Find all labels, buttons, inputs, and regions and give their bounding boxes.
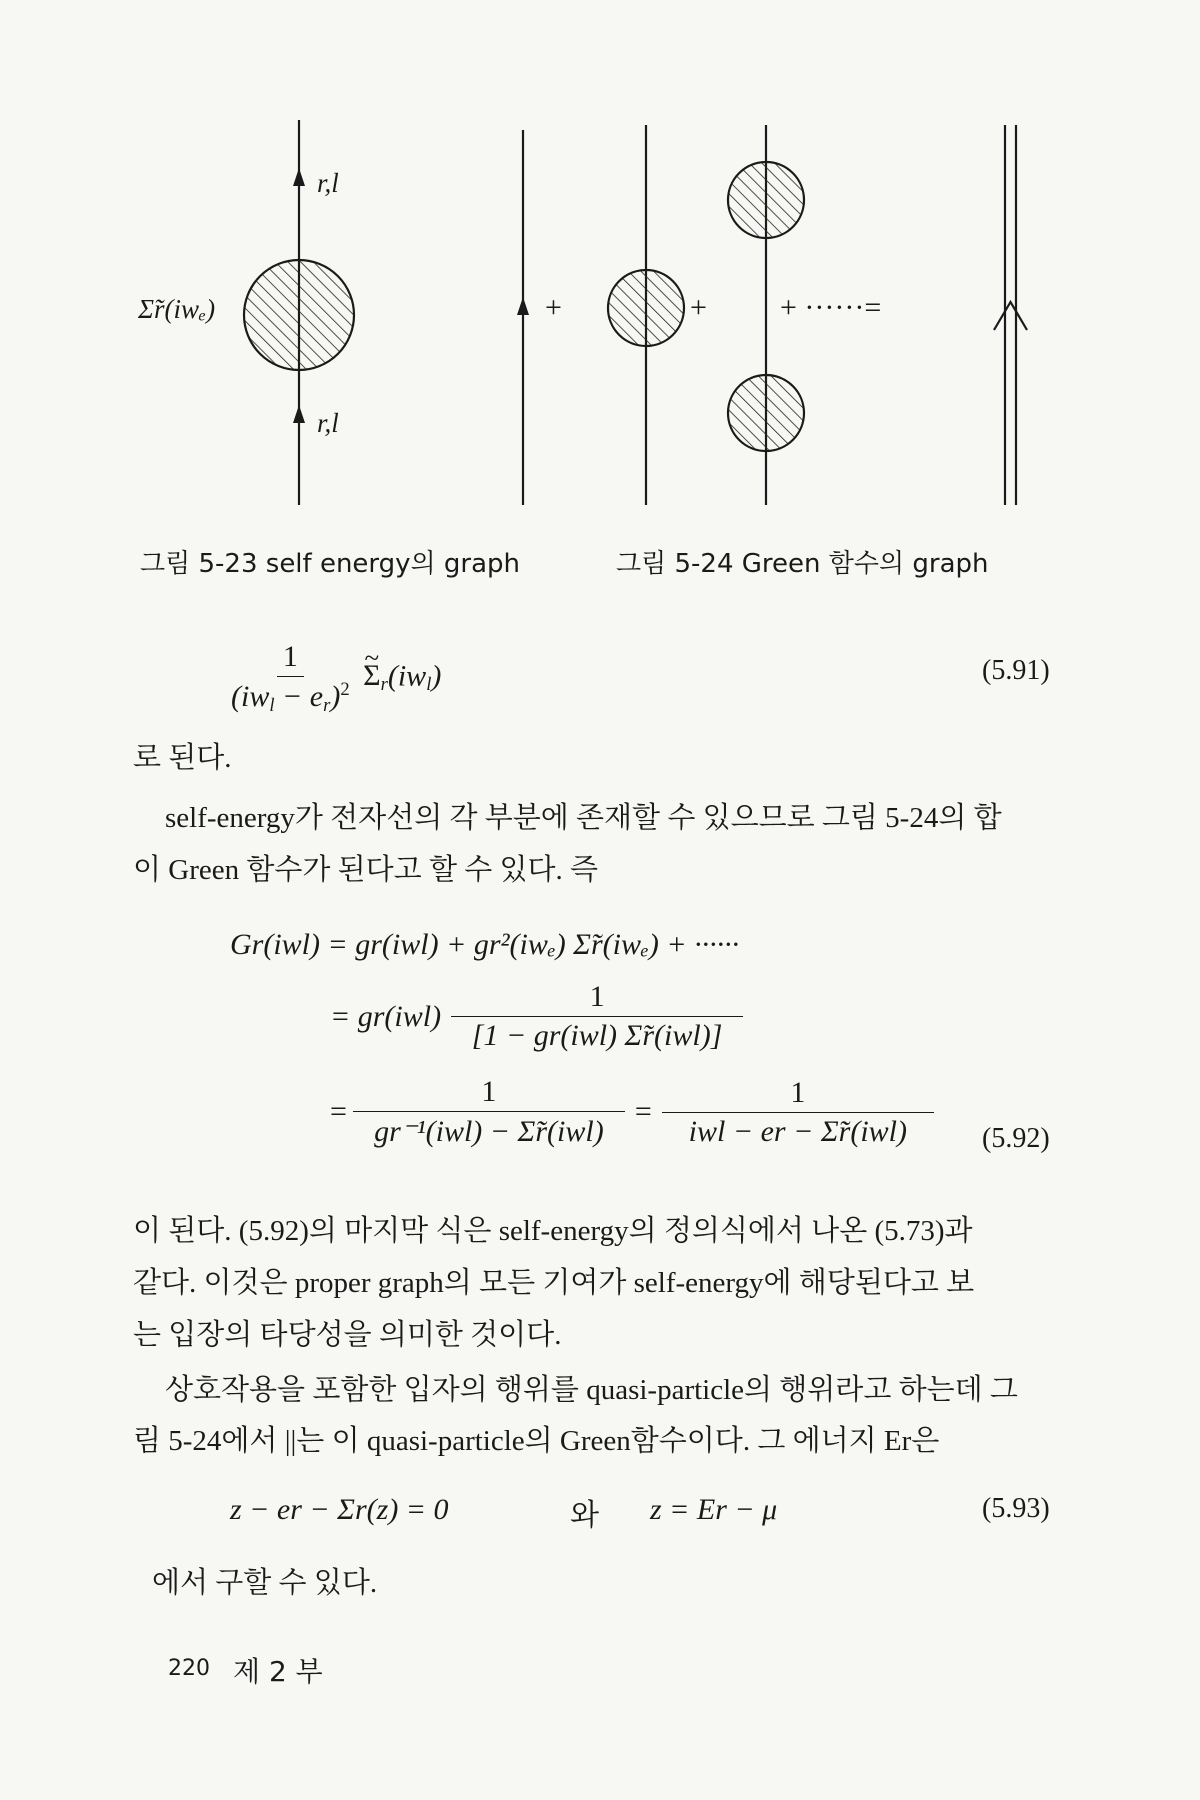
eq-591-den-sup: 2 <box>340 679 350 700</box>
eq-591-sigma: ~ Σ <box>363 659 380 693</box>
arrow-up-icon <box>293 168 305 186</box>
part-label: 제 2 부 <box>233 1655 323 1688</box>
eq-592-line3: = $\frac{1}{\text{gr⁻¹(iwl) − Σ̃r(iwl)}}$ = $\frac{1}{\text{iwl − er − Σ̃r(iwl)}}$ <box>330 1075 934 1149</box>
eq-591-arg-sub: l <box>426 673 432 695</box>
eq-593-right: z = Er − μ <box>650 1493 778 1526</box>
eq-592-line2-den: [1 − gr(iwl) Σ̃r(iwl)] <box>471 1019 723 1052</box>
eq-592-line3-den-b: iwl − er − Σ̃r(iwl) <box>688 1114 907 1148</box>
green-function-diagram <box>517 125 1027 505</box>
eq-number-5-91: (5.91) <box>982 655 1050 686</box>
label-rl-bottom: r,l <box>317 408 339 438</box>
text-line: 로 된다. <box>133 742 232 774</box>
eq-591-numerator: 1 <box>277 640 304 677</box>
text-line: 이 Green 함수가 된다고 할 수 있다. 즉 <box>133 854 599 886</box>
text-line: 이 된다. (5.92)의 마지막 식은 self-energy의 정의식에서 나온 (5.73)과 <box>133 1215 973 1247</box>
eq-591-arg-end: ) <box>431 659 442 693</box>
self-energy-blob <box>244 260 354 370</box>
eq-592-line2 <box>330 980 743 1053</box>
eq-number-5-93: (5.93) <box>982 1493 1050 1524</box>
self-energy-blob <box>608 270 684 346</box>
self-energy-blob <box>728 162 804 238</box>
eq-592-line2-num: 1 <box>451 980 743 1017</box>
eq-591-den-mid: − e <box>274 680 324 714</box>
eq-591-den-sub-l: l <box>269 694 275 716</box>
text-line: 에서 구할 수 있다. <box>152 1567 378 1599</box>
plus-sign-1: + <box>545 291 562 324</box>
text-line: 는 입장의 타당성을 의미한 것이다. <box>133 1319 562 1351</box>
caption-fig-5-24: 그림 5-24 Green 함수의 graph <box>616 549 989 579</box>
caption-fig-5-23: 그림 5-23 self energy의 graph <box>140 549 521 579</box>
eq-591-den-end: ) <box>330 680 341 714</box>
feynman-diagrams <box>0 0 1200 560</box>
eq-592-line2-lhs: = gr(iwl) <box>330 999 442 1033</box>
self-energy-blob <box>728 375 804 451</box>
eq-591-arg: (iw <box>387 659 427 693</box>
text-line: 림 5-24에서 ||는 이 quasi-particle의 Green함수이다. 그 에너지 Er은 <box>133 1425 940 1457</box>
text-line: 같다. 이것은 proper graph의 모든 기여가 self-energy에 해당된다고 보 <box>133 1267 975 1299</box>
plus-sign-2: + <box>690 291 707 324</box>
label-rl-top: r,l <box>317 168 339 198</box>
text-line: 상호작용을 포함한 입자의 행위를 quasi-particle의 행위라고 하는데 그 <box>165 1374 1018 1406</box>
eq-592-line3-den-a: gr⁻¹(iwl) − Σ̃r(iwl) <box>374 1115 604 1148</box>
eq-591-den-a: (iw <box>231 680 270 714</box>
eq-592-line1: Gr(iwl) = gr(iwl) + gr²(iwₑ) Σ̃r(iwₑ) + ······ <box>230 928 740 961</box>
double-arrow-icon <box>994 302 1027 330</box>
eq-593-left: z − er − Σr(z) = 0 <box>230 1493 449 1526</box>
eq-592-line3-num-a: 1 <box>353 1075 625 1112</box>
eq-592-line3-num-b: 1 <box>662 1076 934 1113</box>
eq-number-5-92: (5.92) <box>982 1123 1050 1154</box>
eq-591-den-sub-r: r <box>323 694 331 716</box>
plus-dots-equals: + ······= <box>780 291 882 324</box>
arrow-up-icon <box>293 405 305 423</box>
equation-5-91 <box>225 640 441 717</box>
text-line: self-energy가 전자선의 각 부분에 존재할 수 있으므로 그림 5-24의 합 <box>165 802 1002 834</box>
arrow-up-icon <box>517 297 529 315</box>
eq-593-mid: 와 <box>570 1498 599 1533</box>
page-number: 220 <box>168 1656 210 1681</box>
label-sigma: Σ̃r(iwₑ) <box>138 294 216 324</box>
eq-591-sigma-sub: r <box>380 673 388 695</box>
